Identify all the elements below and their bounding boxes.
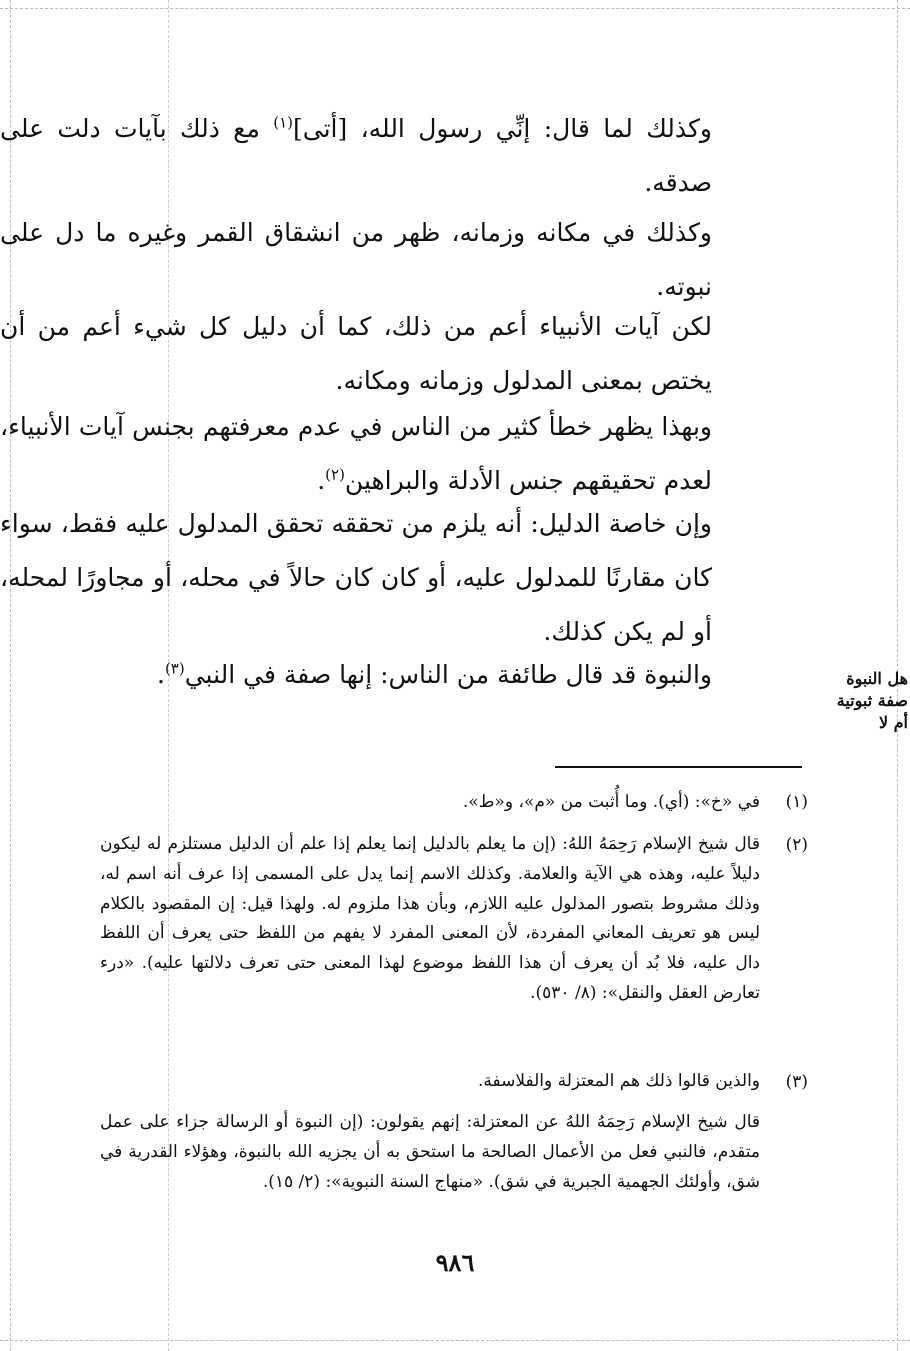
footnote-3-text: قال شيخ الإسلام رَحِمَهُ اللهُ عن المعتزلة: إنهم يقولون: (إن النبوة أو الرسالة جزاء على عمل متقدم، فالنبي فعل من الأعمال الصالحة ما استحق به أن يجزيه الله بالنبوة، وهؤلاء القدرية في شق، وأولئك الجهمية الجبرية في شق). «منهاج السنة النبوية»: (٢/ ١٥). <box>100 1112 760 1192</box>
paragraph-1 <box>0 102 712 210</box>
footnote-2-number: (٢) <box>785 835 808 855</box>
crop-guide-top <box>0 8 910 9</box>
paragraph-1-text: وكذلك لما قال: إنِّي رسول الله، [أتى] <box>292 114 713 143</box>
paragraph-5 <box>0 497 712 659</box>
paragraph-4-text: وبهذا يظهر خطأ كثير من الناس في عدم معرفتهم بجنس آيات الأنبياء، لعدم تحقيقهم جنس الأدلة والبراهين <box>0 412 712 495</box>
paragraph-4-tail: . <box>317 466 326 495</box>
paragraph-4 <box>0 400 712 508</box>
footnote-2-text: قال شيخ الإسلام رَحِمَهُ اللهُ: (إن ما يعلم بالدليل إنما يعلم إذا علم أن الدليل مستلزم له ليكون دليلاً عليه، وهذه هي الآية والعلامة. وكذلك الاسم إنما يدل على المسمى إذا عرف أنه اسم له، وذلك مشروط بتصور المدلول عليه اللازم، وبأن هذا ملزوم له. ولهذا قيل: إن المقصود بالكلام ليس هو تعريف المعاني المفردة، لأن المعنى المفرد لا يفهم من اللفظ حتى يعرف أن اللفظ دال عليه، فلا بُد أن يعرف أن هذا اللفظ موضوع لهذا المعنى حتى تعرف دلالتها عليه). «درء تعارض العقل والنقل»: (٨/ ٥٣٠). <box>100 834 760 1003</box>
paragraph-5-text: وإن خاصة الدليل: أنه يلزم من تحققه تحقق المدلول عليه فقط، سواء كان مقارنًا للمدلول عليه، أو كان كان حالاً في محله، أو مجاورًا لمحله، أو لم يكن كذلك. <box>0 509 712 646</box>
paragraph-6-text: والنبوة قد قال طائفة من الناس: إنها صفة في النبي <box>184 660 712 689</box>
paragraph-3 <box>0 300 712 408</box>
crop-guide-bottom <box>0 1340 910 1341</box>
footnote-separator <box>555 766 802 768</box>
paragraph-3-text: لكن آيات الأنبياء أعم من ذلك، كما أن دليل كل شيء أعم من أن يختص بمعنى المدلول وزمانه ومكانه. <box>0 312 712 395</box>
margin-heading: هل النبوة صفة ثبوتية أم لا <box>836 669 908 732</box>
footnote-3-number: (٣) <box>785 1072 808 1092</box>
paragraph-2-text: وكذلك في مكانه وزمانه، ظهر من انشقاق القمر وغيره ما دل على نبوته. <box>0 218 712 301</box>
page-number: ٩٨٦ <box>435 1248 475 1277</box>
paragraph-1-tail: مع ذلك بآيات دلت على صدقه. <box>0 114 712 197</box>
paragraph-2 <box>0 206 712 314</box>
footnote-ref-1[interactable]: (١) <box>273 113 293 132</box>
footnote-3-line-1: والذين قالوا ذلك هم المعتزلة والفلاسفة. <box>477 1071 760 1091</box>
paragraph-6 <box>0 648 712 702</box>
footnote-1-number: (١) <box>785 792 808 812</box>
paragraph-6-tail: . <box>156 660 165 689</box>
footnote-1-text: في «خ»: (أي). وما أُثبت من «م»، و«ط». <box>462 792 760 812</box>
footnote-ref-2[interactable]: (٢) <box>325 465 345 484</box>
footnote-ref-3[interactable]: (٣) <box>164 659 185 678</box>
